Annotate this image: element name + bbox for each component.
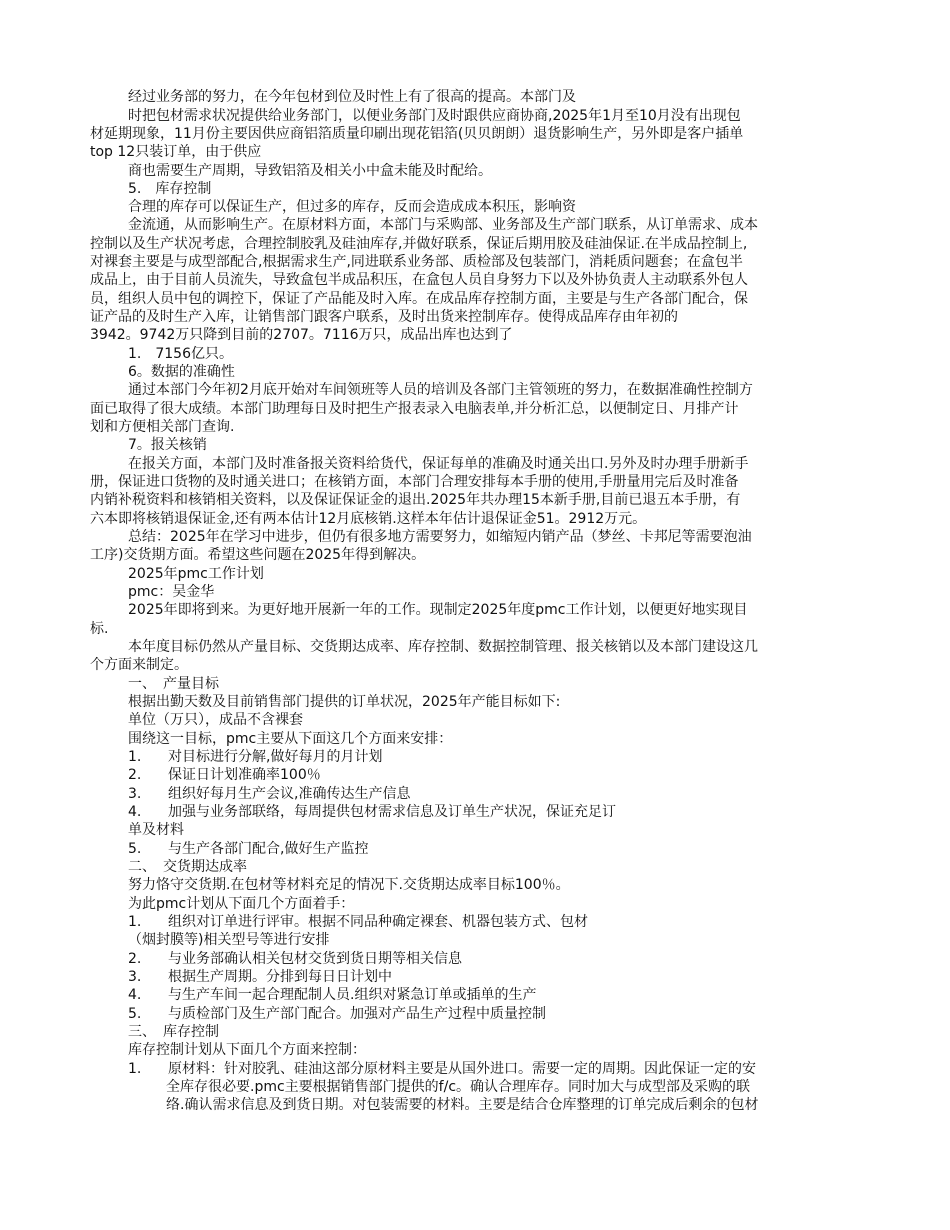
text-line: 划和方便相关部门查询.	[90, 419, 235, 435]
plan-title: 2025年pmc工作计划	[128, 566, 264, 582]
list-item-text: 保证日计划准确率100％	[168, 767, 321, 783]
text-line: 围绕这一目标，pmc主要从下面这几个方面来安排：	[128, 731, 453, 747]
text-line: 库存控制计划从下面几个方面来控制：	[128, 1042, 366, 1058]
list-item	[128, 840, 368, 858]
text-line: 金流通，从而影响生产。在原材料方面，本部门与采购部、业务部及生产部门联系，从订单需求、成本	[128, 217, 758, 233]
list-item-text: 对目标进行分解,做好每月的月计划	[168, 749, 383, 765]
list-number: 4.	[128, 804, 142, 820]
text-line: 成品上，由于目前人员流失，导致盒包半成品积压，在盒包人员自身努力下以及外协负责人主动联系外包人	[90, 272, 748, 288]
list-item	[128, 913, 588, 931]
list-number: 1.	[128, 749, 142, 765]
text-line: 全库存很必要.pmc主要根据销售部门提供的f/c。确认合理库存。同时加大与成型部及采购的联	[166, 1079, 751, 1095]
text-line: 2025年即将到来。为更好地开展新一年的工作。现制定2025年度pmc工作计划，以便更好地实现目	[128, 602, 748, 618]
text-line: 1. 7156亿只。	[128, 346, 233, 362]
text-line: 册，保证进口货物的及时通关进口；在核销方面，本部门合理安排每本手册的使用,手册量用完后及时准备	[90, 474, 739, 490]
plan-author: pmc：吴金华	[128, 584, 215, 600]
list-item	[128, 766, 321, 784]
text-line: 对裸套主要是与成型部配合,根据需求生产,同进联系业务部、质检部及包装部门，消耗质问题套；在盒包半	[90, 254, 743, 270]
text-line: 通过本部门今年初2月底开始对车间领班等人员的培训及各部门主管领班的努力，在数据准确性控制方	[128, 382, 753, 398]
list-item	[128, 748, 382, 766]
list-item-text: 根据生产周期。分排到每日日计划中	[168, 969, 392, 985]
text-line: 经过业务部的努力，在今年包材到位及时性上有了很高的提高。本部门及	[128, 89, 576, 105]
section-heading: 7。报关核销	[128, 437, 207, 453]
text-line: 六本即将核销退保证金,还有两本估计12月底核销.这样本年估计退保证金51。2912万元。	[90, 511, 647, 527]
list-item-text: 组织对订单进行评审。根据不同品种确定裸套、机器包装方式、包材	[168, 914, 588, 930]
text-line: 单及材料	[128, 822, 184, 838]
text-line: 为此pmc计划从下面几个方面着手：	[128, 896, 355, 912]
list-item	[128, 1060, 756, 1078]
text-line: 3942。9742万只降到目前的2707。7116万只，成品出库也达到了	[90, 327, 513, 343]
text-line: 控制以及生产状况考虑，合理控制胶乳及硅油库存,并做好联系，保证后期用胶及硅油保证.在半成品控制上,	[90, 236, 748, 252]
list-item	[128, 803, 616, 821]
text-line: 单位（万只），成品不含裸套	[128, 712, 303, 728]
list-number: 4.	[128, 987, 142, 1003]
text-line: 商也需要生产周期，导致铝箔及相关小中盒未能及时配给。	[128, 163, 492, 179]
text-line: 在报关方面，本部门及时准备报关资料给货代，保证每单的准确及时通关出口.另外及时办理手册新手	[128, 456, 749, 472]
text-line: 努力恪守交货期.在包材等材料充足的情况下.交货期达成率目标100％。	[128, 877, 570, 893]
section-heading: 二、 交货期达成率	[128, 859, 247, 875]
list-item	[128, 785, 410, 803]
text-line: 根据出勤天数及目前销售部门提供的订单状况，2025年产能目标如下:	[128, 694, 561, 710]
section-heading: 三、 库存控制	[128, 1024, 219, 1040]
list-item-text: 与业务部确认相关包材交货到货日期等相关信息	[168, 951, 462, 967]
section-heading: 一、 产量目标	[128, 676, 219, 692]
text-line: 标.	[90, 621, 109, 637]
list-item-text: 加强与业务部联络，每周提供包材需求信息及订单生产状况，保证充足订	[168, 804, 616, 820]
list-item	[128, 968, 392, 986]
list-number: 5.	[128, 841, 142, 857]
list-number: 1.	[128, 1061, 142, 1077]
list-number: 5.	[128, 1006, 142, 1022]
list-item-text: 与质检部门及生产部门配合。加强对产品生产过程中质量控制	[168, 1006, 546, 1022]
list-item	[128, 1005, 546, 1023]
section-heading: 6。数据的准确性	[128, 364, 235, 380]
list-number: 2.	[128, 767, 142, 783]
list-item-text: 组织好每月生产会议,准确传达生产信息	[168, 786, 411, 802]
text-line: 内销补税资料和核销相关资料，以及保证保证金的退出.2025年共办理15本新手册,目前已退五本手册，有	[90, 492, 741, 508]
list-number: 3.	[128, 786, 142, 802]
list-number: 2.	[128, 951, 142, 967]
text-line: （烟封膜等)相关型号等进行安排	[128, 932, 330, 948]
list-item-text: 与生产车间一起合理配制人员.组织对紧急订单或插单的生产	[168, 987, 537, 1003]
text-line: 材延期现象，11月份主要因供应商铝箔质量印刷出现花铝箔(贝贝朗朗）退货影响生产，另外即是客户插单	[90, 126, 744, 142]
text-line: 面已取得了很大成绩。本部门助理每日及时把生产报表录入电脑表单,并分析汇总，以便制定日、月排产计	[90, 401, 739, 417]
text-line: 时把包材需求状况提供给业务部门，以便业务部门及时跟供应商协商,2025年1月至10月没有出现包	[128, 108, 741, 124]
list-number: 3.	[128, 969, 142, 985]
text-line: 个方面来制定。	[90, 657, 188, 673]
list-item	[128, 950, 462, 968]
list-item-text: 原材料：针对胶乳、硅油这部分原材料主要是从国外进口。需要一定的周期。因此保证一定的安	[168, 1061, 756, 1077]
text-line: 员，组织人员中包的调控下，保证了产品能及时入库。在成品库存控制方面，主要是与生产各部门配合，保	[90, 291, 748, 307]
text-line: 本年度目标仍然从产量目标、交货期达成率、库存控制、数据控制管理、报关核销以及本部门建设这几	[128, 639, 758, 655]
text-line: 合理的库存可以保证生产，但过多的库存，反而会造成成本积压，影响资	[128, 199, 576, 215]
list-item	[128, 986, 536, 1004]
text-line: 证产品的及时生产入库，让销售部门跟客户联系，及时出货来控制库存。使得成品库存由年初的	[90, 309, 678, 325]
text-line: top 12只装订单，由于供应	[90, 144, 262, 160]
section-heading: 5. 库存控制	[128, 181, 212, 197]
list-item-text: 与生产各部门配合,做好生产监控	[168, 841, 369, 857]
text-line: 工序)交货期方面。希望这些问题在2025年得到解决。	[90, 547, 426, 563]
summary-line: 总结：2025年在学习中进步，但仍有很多地方需要努力，如缩短内销产品（梦丝、卡邦尼等需要泡油	[128, 529, 752, 545]
text-line: 络.确认需求信息及到货日期。对包装需要的材料。主要是结合仓库整理的订单完成后剩余的包材	[166, 1097, 759, 1113]
list-number: 1.	[128, 914, 142, 930]
